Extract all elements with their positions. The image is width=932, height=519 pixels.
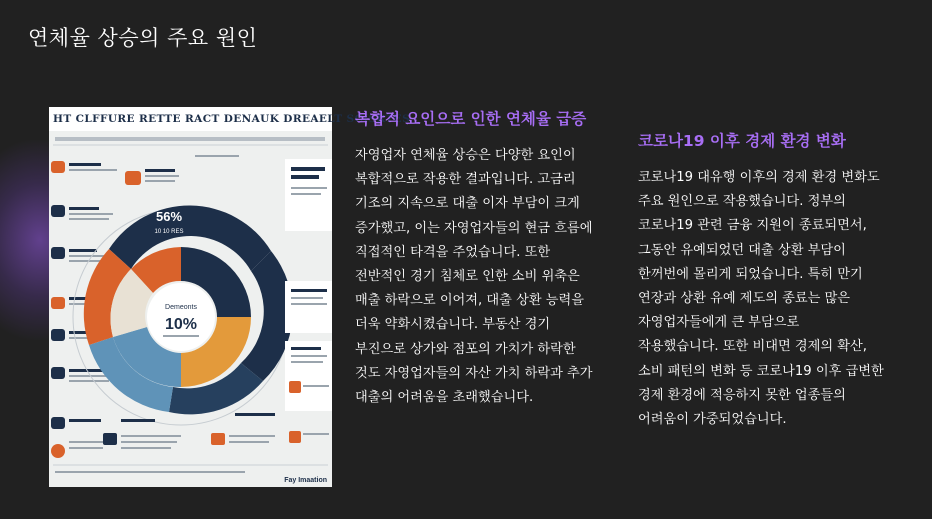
top-icons [125,155,239,185]
infographic-footer: Fay Imaation [284,477,327,484]
infographic-heading: HT CLFFURE RETTE RACT DENAUK DREAELT SCISRTES [49,107,332,131]
infographic-graphic [49,131,332,487]
outer-value: 56% [155,209,183,224]
page-title: 연체율 상승의 주요 원인 [28,26,258,50]
right-column-heading: 코로나19 이후 경제 환경 변화 [638,132,846,150]
center-label: Demeonts [165,304,197,311]
left-column-body: 자영업자 연체율 상승은 다양한 요인이 복합적으로 작용한 결과입니다. 고금리 기조의 지속으로 대출 이자 부담이 크게 증가했고, 이는 자영업자들의 현금 흐름에 직접적인 타격을 주었습니다. 또한 전반적인 경기 침체로 인한 소비 위축은 매출 하락으로 이어져, 대출 상환 능력을 더욱 약화시켰습니다. 부동산 경기 부진으로 상가와 점포의 가치가 하락한 것도 자영업자들의 자산 가치 하락과 추가 대출의 어려움을 초래했습니다. [355,148,593,406]
left-column [355,108,603,410]
right-column [638,130,884,432]
outer-sub: 10 10 RES [154,229,184,235]
left-column-heading: 복합적 요인으로 인한 연체율 급증 [355,110,587,128]
right-panels [285,159,332,443]
right-column-body: 코로나19 대유행 이후의 경제 환경 변화도 주요 원인으로 작용했습니다. 정부의 코로나19 관련 금융 지원이 종료되면서, 그동안 유예되었던 대출 상환 부담이 한꺼번에 몰리게 되었습니다. 특히 만기 연장과 상환 유예 제도의 종료는 많은 자영업자들에게 큰 부담으로 작용했습니다. 또한 비대면 경제의 확산, 소비 패턴의 변화 등 코로나19 이후 급변한 경제 환경에 적응하지 못한 업종들의 어려움이 가중되었습니다. [638,170,884,428]
center-value: 10% [164,316,198,333]
infographic-image [49,107,411,487]
